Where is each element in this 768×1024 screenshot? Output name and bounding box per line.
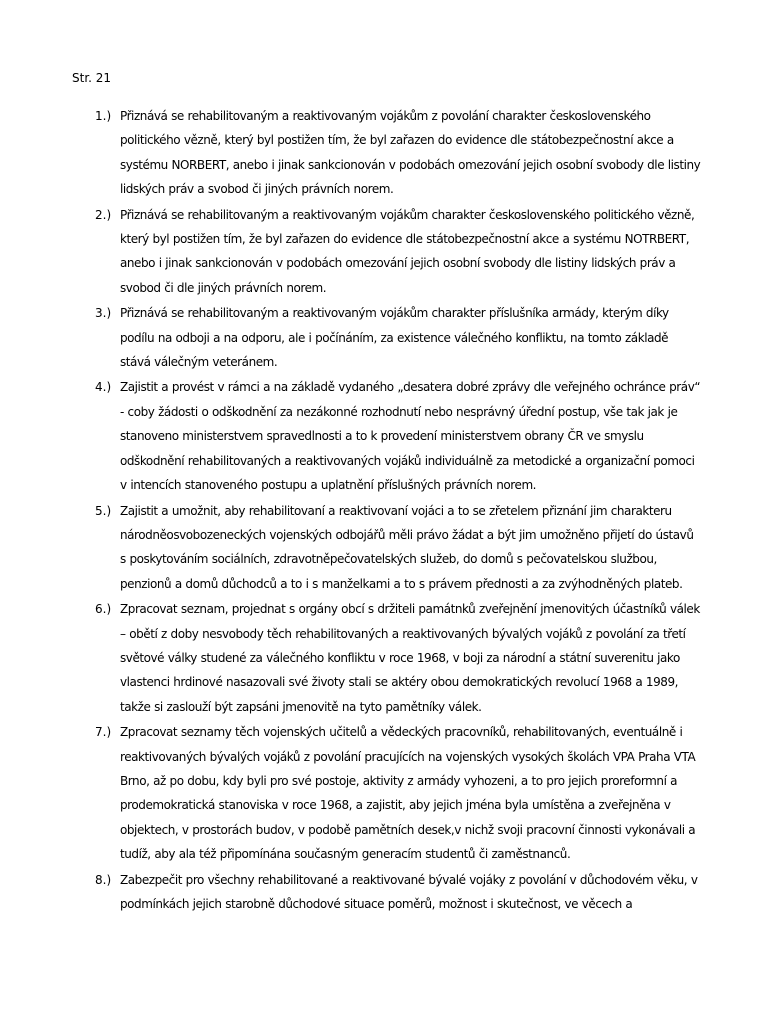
- list-item-number: 8.): [95, 872, 112, 887]
- list-item-number: 2.): [95, 207, 112, 222]
- list-item: [0, 104, 768, 202]
- list-item: [0, 375, 768, 497]
- list-item: [0, 499, 768, 597]
- list-item-text: Zpracovat seznamy těch vojenských učitelů a vědeckých pracovníků, rehabilitovaných, eventuálně i reaktivovaných bývalých vojáků z povolání pracujících na vojenských vysokých školách VPA Praha VTA Brno, až po dobu, kdy byli pro své postoje, aktivity z armády vyhozeni, a to pro jejich proreformní a prodemokratická stanoviska v roce 1968, a zajistit, aby jejich jména byla umístěna a zveřejněna v objektech, v prostorách budov, v podobě pamětních desek,v nichž svoji pracovní činnosti vykonávali a tudíž, aby ala též připomínána současným generacím studentů či zaměstnanců.: [120, 725, 696, 862]
- page-number-label: Str. 21: [72, 71, 112, 85]
- list-item: [0, 203, 768, 301]
- list-item: [0, 597, 768, 719]
- numbered-list: [0, 104, 768, 917]
- list-item: [0, 301, 768, 374]
- list-item-number: 3.): [95, 306, 112, 321]
- list-item-text: Přiznává se rehabilitovaným a reaktivovaným vojákům z povolání charakter československého politického vězně, který byl postižen tím, že byl zařazen do evidence dle státobezpečnostní akce a systému NORBERT, anebo i jinak sankcionován v podobách omezování jejich osobní svobody dle listiny lidských práv a svobod či jiných právních norem.: [120, 109, 701, 197]
- list-item-number: 7.): [95, 725, 112, 740]
- list-item-number: 4.): [95, 380, 112, 395]
- list-item-text: Přiznává se rehabilitovaným a reaktivovaným vojákům charakter příslušníka armády, kterým díky podílu na odboji a na odporu, ale i počínáním, za existence válečného konfliktu, na tomto základě stává válečným veteránem.: [120, 306, 669, 370]
- list-item-text: Zpracovat seznam, projednat s orgány obcí s držiteli památnků zveřejnění jmenovitých účastníků válek – obětí z doby nesvobody těch rehabilitovaných a reaktivovaných bývalých vojáků z povolání za třetí světové války studené za válečného konfliktu v roce 1968, v boji za národní a státní suverenitu jako vlastenci hrdinové nasazovali své životy stali se aktéry obou demokratických revolucí 1968 a 1989, takže si zaslouží být zapsáni jmenovitě na tyto pamětníky válek.: [120, 602, 700, 714]
- list-item-number: 1.): [95, 109, 112, 123]
- list-item-number: 6.): [95, 602, 112, 617]
- list-item: [0, 720, 768, 866]
- list-item-text: Zajistit a provést v rámci a na základě vydaného „desatera dobré zprávy dle veřejného ochránce práv“ - coby žádosti o odškodnění za nezákonné rozhodnutí nebo nesprávný úřední postup, vše tak jak je stanoveno ministerstvem spravedlnosti a to k provedení ministerstvem obrany ČR ve smyslu odškodnění rehabilitovaných a reaktivovaných vojáků individuálně za metodické a organizační pomoci v intencích stanoveného postupu a uplatnění příslušných právních norem.: [120, 380, 701, 493]
- list-item-text: Zabezpečit pro všechny rehabilitované a reaktivované bývalé vojáky z povolání v důchodovém věku, v podmínkách jejich starobně důchodové situace poměrů, možnost i skutečnost, ve věcech a: [120, 872, 698, 911]
- list-item-text: Přiznává se rehabilitovaným a reaktivovaným vojákům charakter československého politického vězně, který byl postižen tím, že byl zařazen do evidence dle státobezpečnostní akce a systému NOTRBERT, anebo i jinak sankcionován v podobách omezování jejich osobní svobody dle listiny lidských práv a svobod či dle jiných právních norem.: [120, 207, 695, 295]
- list-item-text: Zajistit a umožnit, aby rehabilitovaní a reaktivovaní vojáci a to se zřetelem přiznání jim charakteru národněosvobozeneckých vojenských odbojářů měli právo žádat a být jim umožněno přijetí do ústavů s poskytováním sociálních, zdravotněpečovatelských služeb, do domů s pečovatelskou službou, penzionů a domů důchodců a to i s manželkami a to s právem přednosti a za zvýhodněných plateb.: [120, 503, 694, 591]
- list-item-number: 5.): [95, 503, 112, 518]
- list-item: [0, 868, 768, 917]
